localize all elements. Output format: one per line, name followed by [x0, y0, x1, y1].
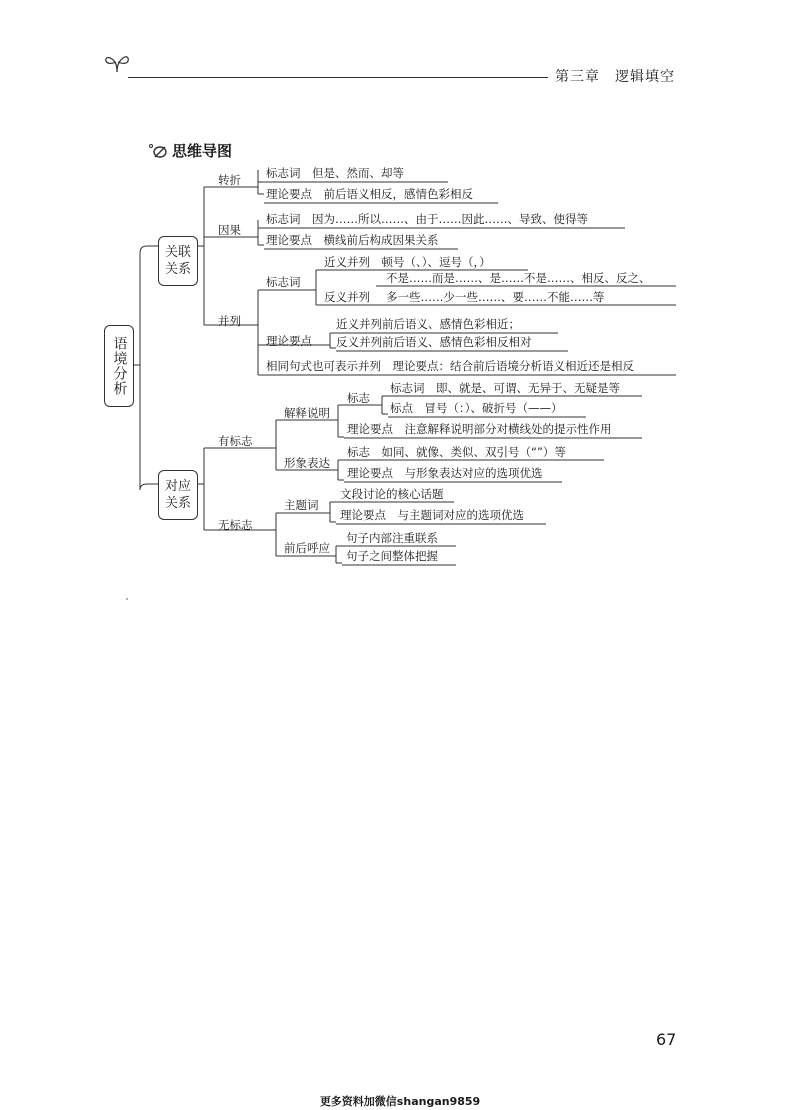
youbiaozhi-node: 有标志	[218, 434, 253, 448]
binglie-fanyi-label: 反义并列	[324, 290, 370, 304]
binglie-node: 并列	[218, 314, 241, 328]
binglie-yaodian-1: 近义并列前后语义、感情色彩相近；	[336, 317, 520, 331]
binglie-xiangtong: 相同句式也可表示并列 理论要点：结合前后语境分析语义相近还是相反	[266, 359, 634, 373]
binglie-yaodian-label: 理论要点	[266, 334, 312, 348]
zhuanzhe-node: 转折	[218, 173, 241, 187]
binglie-biaozhici: 标志词	[266, 275, 301, 289]
chapter-title: 第三章 逻辑填空	[555, 69, 675, 85]
zhuti-item-2: 理论要点 与主题词对应的选项优选	[340, 508, 524, 522]
scan-speck	[126, 598, 128, 600]
xingxiang-biaozhi: 标志 如同、就像、类似、双引号（“”）等	[347, 445, 566, 459]
binglie-jinyi: 近义并列 顿号（、）、逗号（，）	[324, 255, 491, 269]
yinguo-node: 因果	[218, 223, 241, 237]
jieshi-node: 解释说明	[284, 406, 330, 420]
xingxiang-yaodian: 理论要点 与形象表达对应的选项优选	[347, 466, 543, 480]
binglie-yaodian-2: 反义并列前后语义、感情色彩相反相对	[336, 335, 532, 349]
root-label: 语境分析	[111, 336, 128, 396]
binglie-fanyi-line1: 不是……而是……、是……不是……、相反、反之、	[386, 271, 651, 285]
qianhou-item-1: 句子内部注重联系	[346, 531, 438, 545]
qianhou-node: 前后呼应	[284, 541, 330, 555]
guanlian-node	[158, 236, 198, 286]
zhuti-node: 主题词	[284, 498, 319, 512]
zhuanzhe-yaodian: 理论要点 前后语义相反，感情色彩相反	[266, 187, 473, 201]
footer-note: 更多资料加微信shangan9859	[319, 1095, 481, 1108]
page-number: 67	[656, 1030, 677, 1049]
duiying-label: 对应关系	[164, 479, 191, 511]
binglie-fanyi-line2: 多一些……少一些……、要……不能……等	[386, 290, 605, 304]
jieshi-biaozhici: 标志词 即、就是、可谓、无异于、无疑是等	[390, 381, 620, 395]
jieshi-yaodian: 理论要点 注意解释说明部分对横线处的提示性作用	[347, 422, 612, 436]
guanlian-label: 关联关系	[164, 245, 191, 277]
qianhou-item-2: 句子之间整体把握	[346, 549, 438, 563]
xingxiang-node: 形象表达	[284, 456, 330, 470]
wubiaozhi-node: 无标志	[218, 518, 253, 532]
jieshi-biaozhi-label: 标志	[347, 391, 370, 405]
jieshi-biaodian: 标点 冒号（：）、破折号（——）	[390, 401, 563, 415]
duiying-node	[158, 470, 198, 520]
section-title-text: 思维导图	[172, 142, 233, 160]
root-node	[104, 325, 134, 407]
zhuti-item-1: 文段讨论的核心话题	[340, 487, 444, 501]
yinguo-yaodian: 理论要点 横线前后构成因果关系	[266, 233, 439, 247]
yinguo-biaozhici: 标志词 因为……所以……、由于……因此……、导致、使得等	[266, 212, 588, 226]
zhuanzhe-biaozhici: 标志词 但是、然而、却等	[266, 166, 404, 180]
